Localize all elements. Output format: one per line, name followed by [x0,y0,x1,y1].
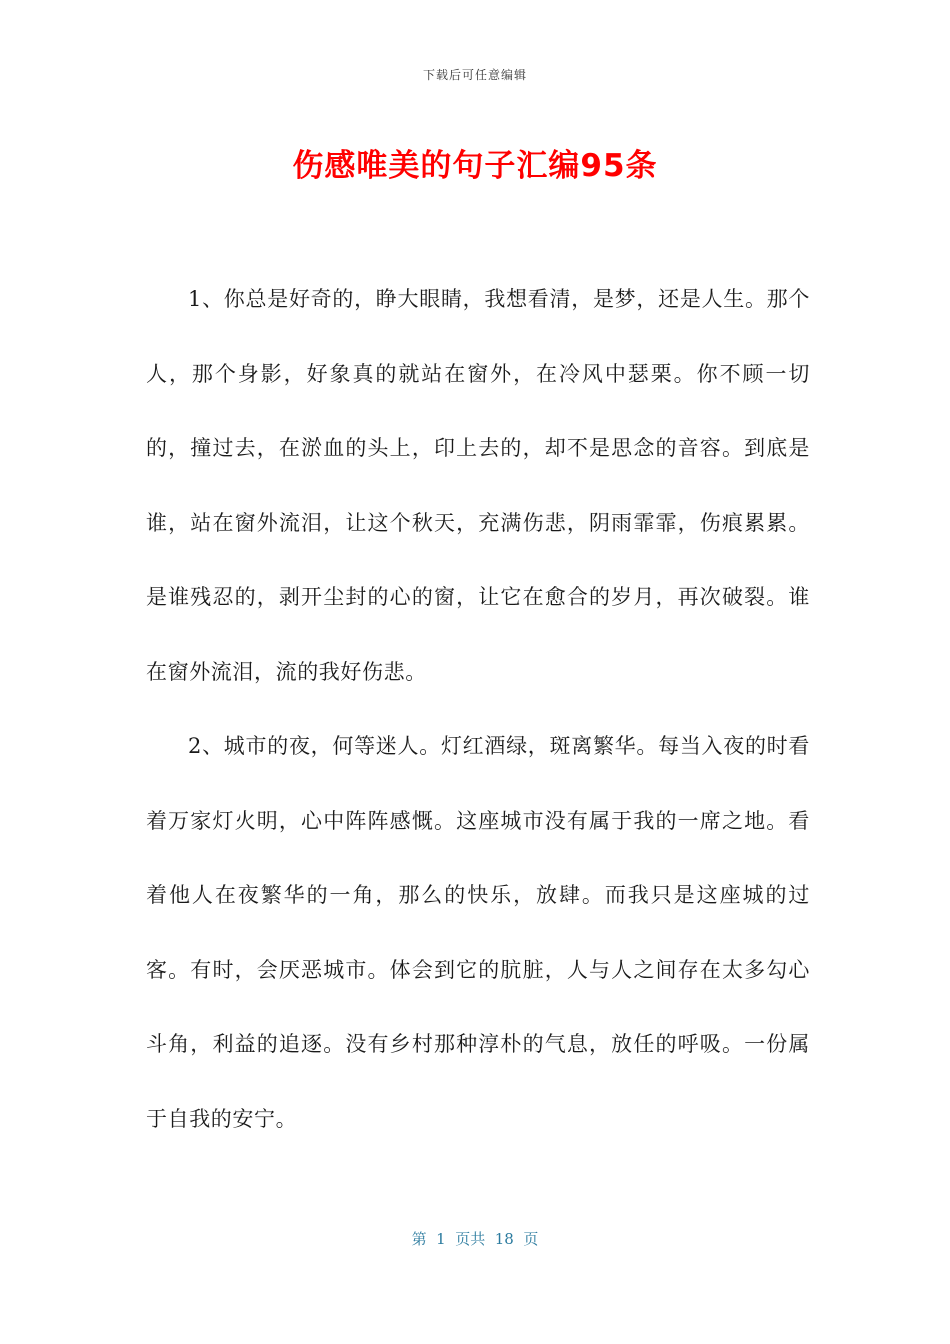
paragraph-1: 1、你总是好奇的，睁大眼睛，我想看清，是梦，还是人生。那个人，那个身影，好象真的就站在窗外，在冷风中瑟栗。你不顾一切的，撞过去，在淤血的头上，印上去的，却不是思念的音容。到底是谁，站在窗外流泪，让这个秋天，充满伤悲，阴雨霏霏，伤痕累累。是谁残忍的，剥开尘封的心的窗，让它在愈合的岁月，再次破裂。谁在窗外流泪，流的我好伤悲。 [146,287,810,684]
header-note: 下载后可任意编辑 [422,68,527,82]
document-title: 伤感唯美的句子汇编95条 [292,148,658,184]
page-number-footer: 第 1 页共 18 页 [411,1230,539,1248]
document-body [146,262,810,1156]
paragraph-2: 2、城市的夜，何等迷人。灯红酒绿，斑离繁华。每当入夜的时看着万家灯火明，心中阵阵感慨。这座城市没有属于我的一席之地。看着他人在夜繁华的一角，那么的快乐，放肆。而我只是这座城的过客。有时，会厌恶城市。体会到它的肮脏，人与人之间存在太多勾心斗角，利益的追逐。没有乡村那种淳朴的气息，放任的呼吸。一份属于自我的安宁。 [146,734,810,1131]
